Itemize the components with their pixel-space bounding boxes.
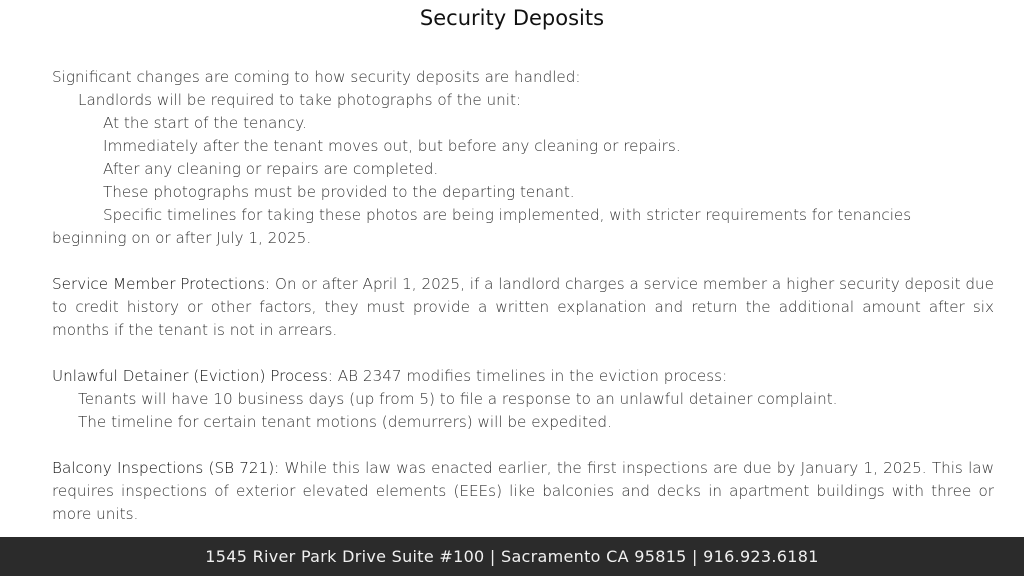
balcony-section <box>52 457 994 526</box>
photos-intro: Landlords will be required to take photographs of the unit: <box>78 91 522 109</box>
timeline-text-1: Specific timelines for taking these photos are being implemented, with stricter requirements for tenancies <box>103 206 912 224</box>
service-member-body: On or after April 1, 2025, if a landlord charges a service member a higher security deposit due to credit history or other factors, they must provide a written explanation and return the additional amount after six months if the tenant is not in arrears. <box>52 275 995 339</box>
service-member-section <box>52 273 994 342</box>
photo-item: At the start of the tenancy. <box>103 114 307 132</box>
timeline-text-2: beginning on or after July 1, 2025. <box>52 229 312 247</box>
service-member-heading: Service Member Protections: <box>52 275 271 293</box>
eviction-heading: Unlawful Detainer (Eviction) Process: <box>52 367 333 385</box>
photo-item: After any cleaning or repairs are completed. <box>103 160 439 178</box>
balcony-body: While this law was enacted earlier, the first inspections are due by January 1, 2025. This law requires inspections of exterior elevated elements (EEEs) like balconies and decks in apartment buildings with three or more units. <box>52 459 995 523</box>
photo-item: Immediately after the tenant moves out, but before any cleaning or repairs. <box>103 137 681 155</box>
footer-bar <box>0 537 1024 576</box>
balcony-heading: Balcony Inspections (SB 721): <box>52 459 280 477</box>
eviction-section <box>52 365 994 434</box>
deposits-intro: Significant changes are coming to how security deposits are handled: <box>52 68 581 86</box>
footer-contact: 1545 River Park Drive Suite #100 | Sacramento CA 95815 | 916.923.6181 <box>205 547 819 566</box>
eviction-intro: AB 2347 modifies timelines in the eviction process: <box>337 367 728 385</box>
eviction-item: Tenants will have 10 business days (up from 5) to file a response to an unlawful detainer complaint. <box>78 390 838 408</box>
eviction-item: The timeline for certain tenant motions (demurrers) will be expedited. <box>78 413 612 431</box>
photo-item: These photographs must be provided to the departing tenant. <box>103 183 575 201</box>
page-title: Security Deposits <box>419 6 605 30</box>
main-content <box>52 66 994 526</box>
